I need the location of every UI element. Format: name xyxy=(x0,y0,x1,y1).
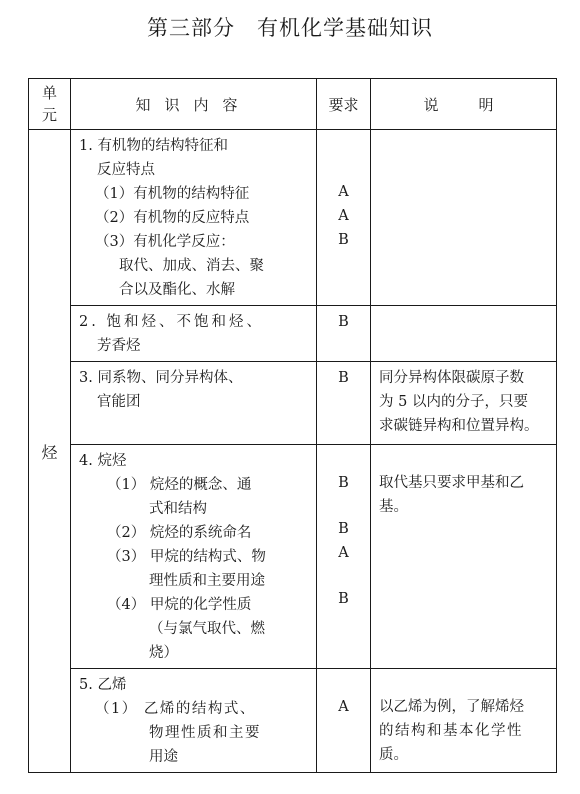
table-row xyxy=(29,362,557,445)
requirement-value: B xyxy=(338,591,349,607)
content-line: 合以及酯化、水解 xyxy=(119,282,235,298)
header-unit-line1: 单 xyxy=(41,84,57,102)
requirement-cell xyxy=(317,669,371,773)
content-cell xyxy=(71,306,317,362)
unit-cell: 烃 xyxy=(29,130,71,773)
note-line: 基。 xyxy=(379,499,408,515)
content-line: （2）有机物的反应特点 xyxy=(95,210,250,226)
requirement-value: B xyxy=(338,521,349,537)
content-line: 2. 饱和烃、不饱和烃、 xyxy=(79,314,264,330)
header-requirement: 要求 xyxy=(317,79,371,130)
header-content: 知识内容 xyxy=(71,79,317,130)
content-line: （4） 甲烷的化学性质 xyxy=(107,597,252,613)
knowledge-table xyxy=(28,78,557,773)
requirement-value: A xyxy=(338,545,349,561)
content-line: 4. 烷烃 xyxy=(79,453,127,469)
note-line: 的结构和基本化学性 xyxy=(379,723,523,739)
note-line: 为 5 以内的分子，只要 xyxy=(379,394,528,410)
note-line: 取代基只要求甲基和乙 xyxy=(379,475,524,491)
header-unit xyxy=(29,79,71,130)
content-line: 反应特点 xyxy=(97,162,155,178)
page-title: 第三部分 有机化学基础知识 xyxy=(147,16,433,40)
content-line: （3） 甲烷的结构式、物 xyxy=(107,549,266,565)
content-line: （3）有机化学反应： xyxy=(95,234,235,250)
requirement-value: B xyxy=(338,370,349,386)
requirement-cell xyxy=(317,130,371,306)
content-line: 物理性质和主要 xyxy=(149,725,261,741)
note-cell xyxy=(371,445,557,669)
note-line: 以乙烯为例，了解烯烃 xyxy=(379,699,524,715)
requirement-value: A xyxy=(338,184,349,200)
note-line: 求碳链异构和位置异构。 xyxy=(379,418,539,434)
content-line: 5. 乙烯 xyxy=(79,677,127,693)
requirement-cell xyxy=(317,306,371,362)
content-line: 3. 同系物、同分异构体、 xyxy=(79,370,243,386)
note-line: 同分异构体限碳原子数 xyxy=(379,370,524,386)
content-line: 1. 有机物的结构特征和 xyxy=(79,138,228,154)
requirement-cell xyxy=(317,445,371,669)
requirement-value: B xyxy=(338,232,349,248)
note-line: 质。 xyxy=(379,747,408,763)
table-row xyxy=(29,669,557,773)
content-line: 烧） xyxy=(149,645,178,661)
table-header-row xyxy=(29,79,557,130)
header-note: 说明 xyxy=(371,79,557,130)
content-line: 官能团 xyxy=(97,394,141,410)
content-line: 用途 xyxy=(149,749,178,765)
content-line: （与氯气取代、燃 xyxy=(149,621,265,637)
note-cell xyxy=(371,362,557,445)
requirement-value: A xyxy=(338,699,349,715)
content-line: （1） 乙烯的结构式、 xyxy=(95,701,256,717)
note-cell xyxy=(371,130,557,306)
note-cell xyxy=(371,669,557,773)
content-line: （1）有机物的结构特征 xyxy=(95,186,250,202)
header-unit-line2: 元 xyxy=(41,106,57,124)
content-line: 式和结构 xyxy=(149,501,207,517)
note-cell xyxy=(371,306,557,362)
requirement-cell xyxy=(317,362,371,445)
content-line: （2） 烷烃的系统命名 xyxy=(107,525,252,541)
content-cell xyxy=(71,445,317,669)
table-row xyxy=(29,130,557,306)
requirement-value: B xyxy=(338,475,349,491)
content-line: 理性质和主要用途 xyxy=(149,573,265,589)
content-cell xyxy=(71,362,317,445)
content-cell xyxy=(71,130,317,306)
content-cell xyxy=(71,669,317,773)
content-line: （1） 烷烃的概念、通 xyxy=(107,477,252,493)
requirement-value: A xyxy=(338,208,349,224)
content-line: 芳香烃 xyxy=(97,338,141,354)
requirement-value: B xyxy=(338,314,349,330)
content-line: 取代、加成、消去、聚 xyxy=(119,258,264,274)
table-row xyxy=(29,445,557,669)
table-row xyxy=(29,306,557,362)
